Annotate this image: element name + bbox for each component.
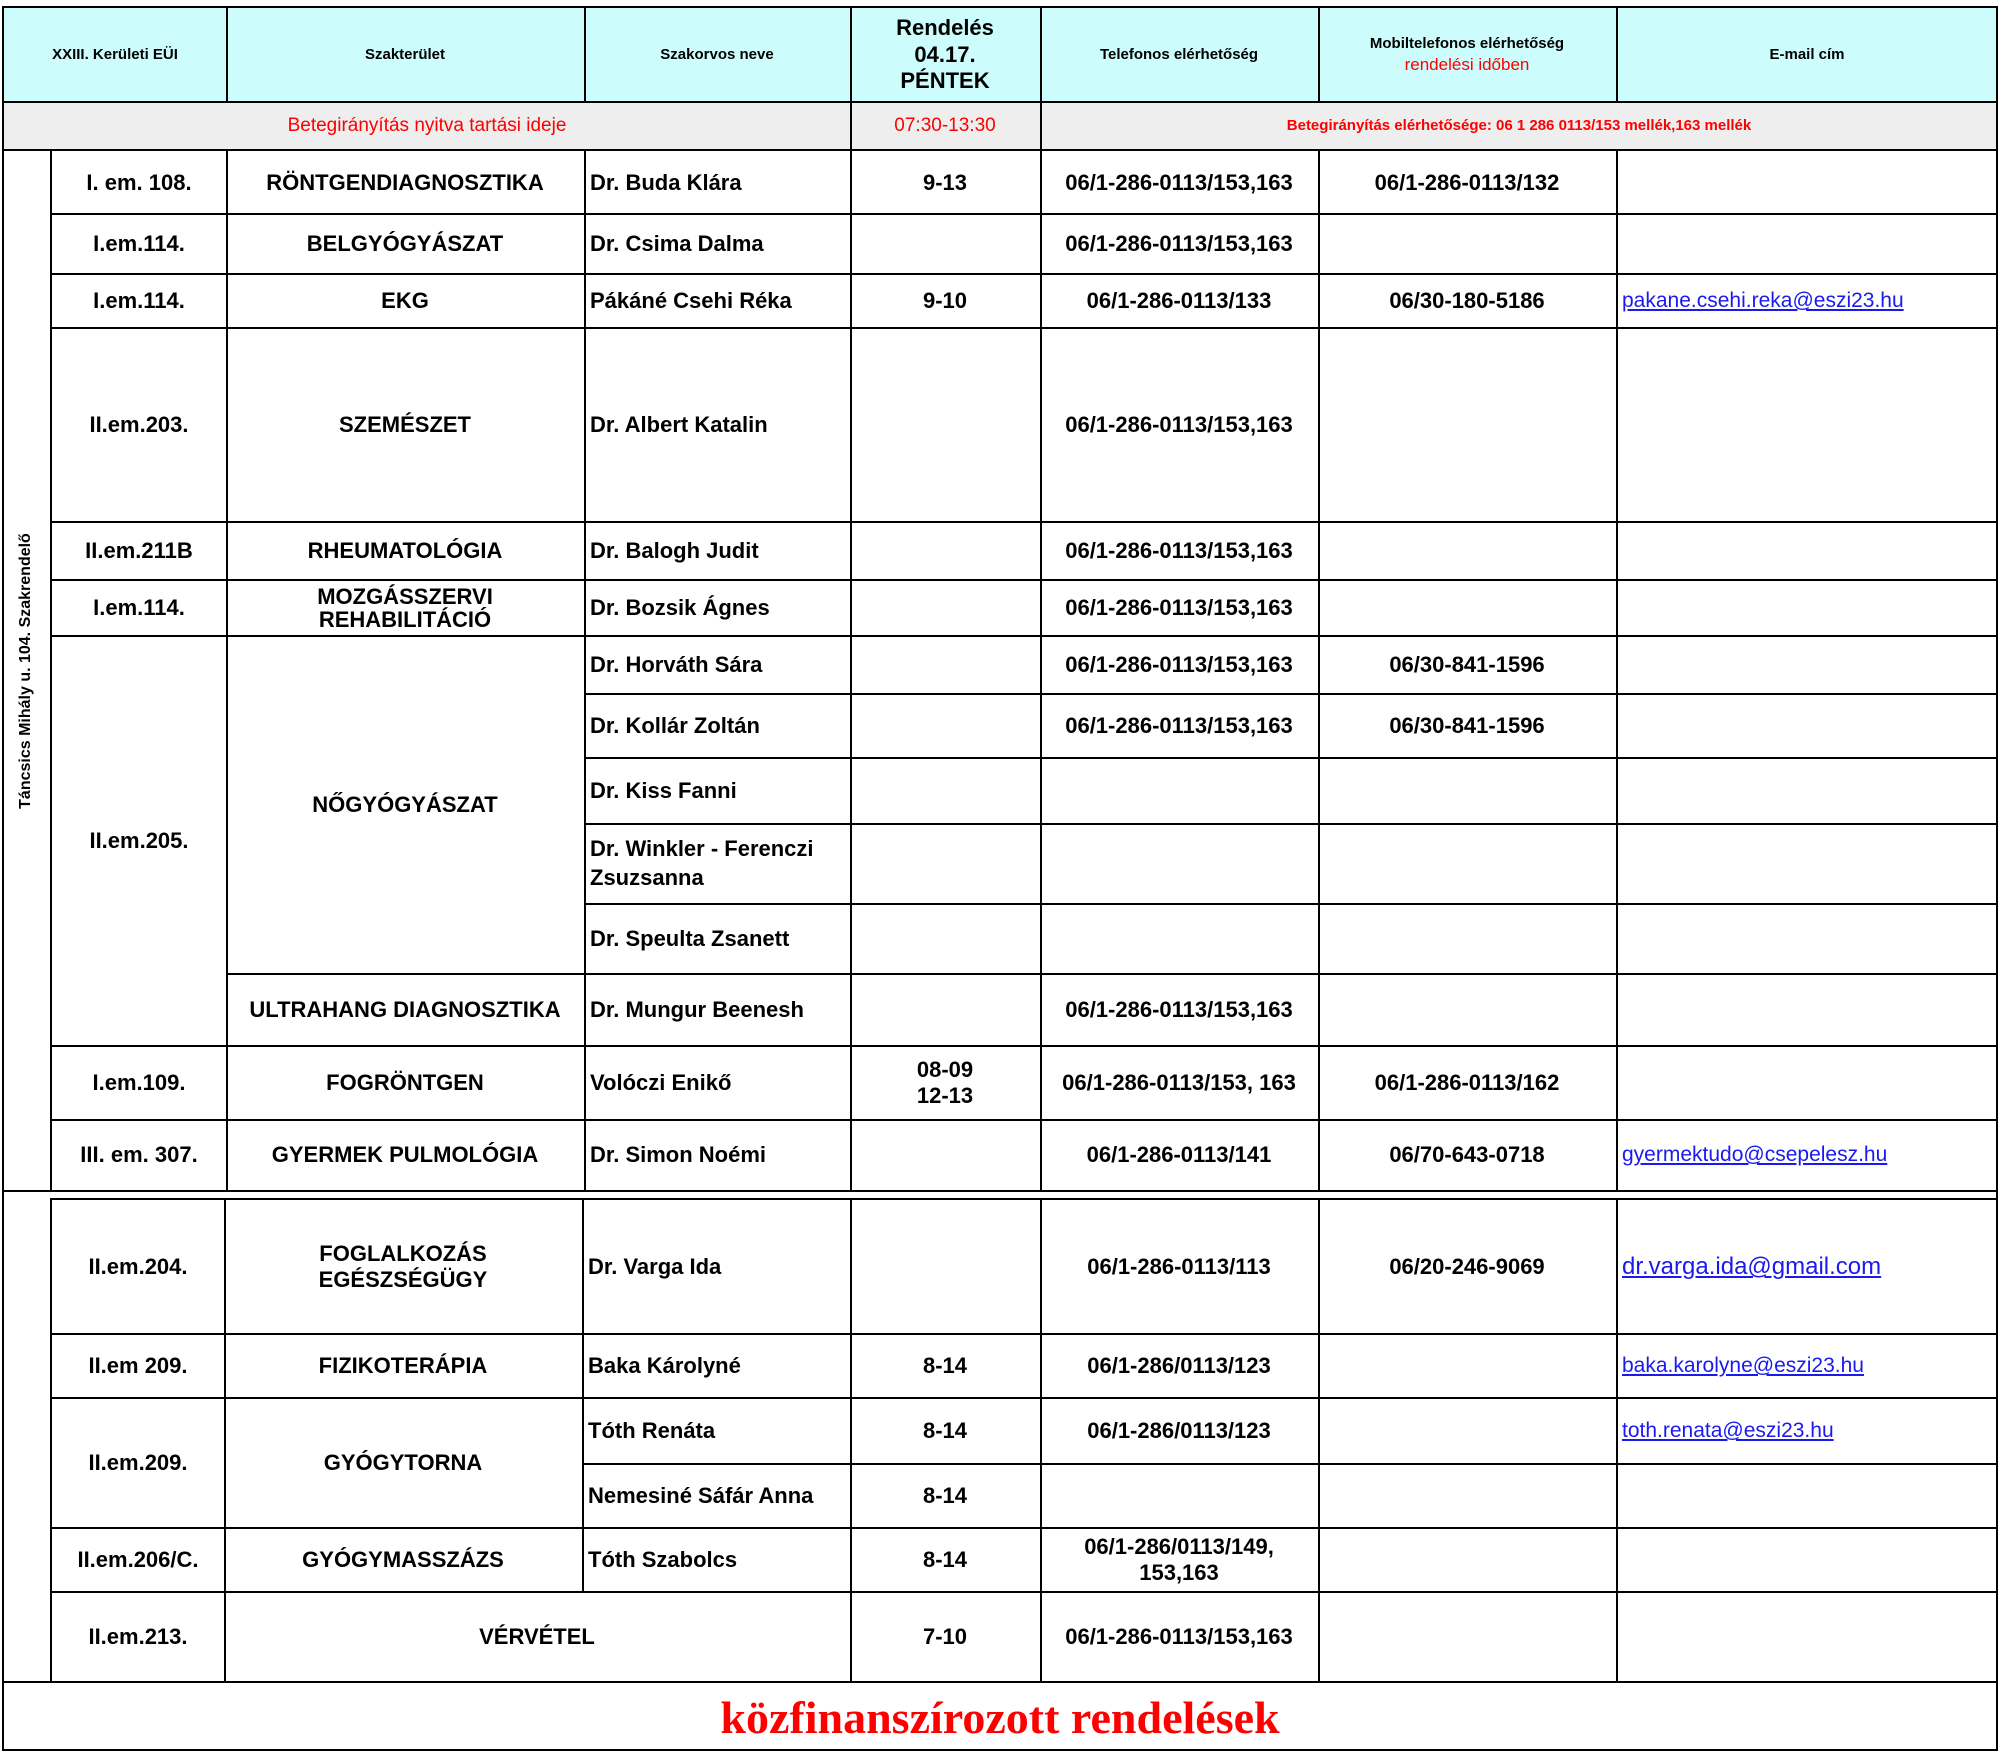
grid-line	[1318, 149, 1320, 1191]
r6-room: I.em.114.	[93, 594, 185, 620]
grid-line	[50, 1198, 52, 1683]
r12-doctor: Dr. Mungur Beenesh	[590, 996, 804, 1022]
r13-hours-line2: 12-13	[916, 1083, 974, 1108]
grid-line	[52, 521, 1998, 523]
grid-line	[52, 1198, 1998, 1200]
r5-doctor: Dr. Balogh Judit	[590, 537, 759, 563]
r17-email[interactable]	[1616, 1398, 1998, 1464]
referral-hours: 07:30-13:30	[894, 114, 996, 136]
r16-specialty: FIZIKOTERÁPIA	[318, 1352, 488, 1378]
r14-email[interactable]	[1616, 1120, 1998, 1190]
header-unit: XXIII. Kerületi EÜI	[52, 46, 178, 64]
header-hours	[850, 8, 1040, 102]
r2-specialty: BELGYÓGYÁSZAT	[306, 230, 504, 256]
r20-room: II.em.213.	[88, 1623, 188, 1649]
r20-phone: 06/1-286-0113/153,163	[1065, 1623, 1293, 1649]
grid-line	[584, 149, 586, 1191]
grid-line	[2, 1749, 1998, 1751]
referral-label: Betegirányítás nyitva tartási ideje	[287, 114, 567, 136]
r13-room: I.em.109.	[92, 1069, 186, 1095]
r20-specialty: VÉRVÉTEL	[479, 1623, 595, 1649]
grid-line	[224, 1198, 226, 1683]
r10-doctor-line1: Dr. Winkler - Ferenczi	[590, 836, 814, 862]
r18-doctor: Nemesiné Sáfár Anna	[588, 1482, 814, 1508]
r17-email-link[interactable]: toth.renata@eszi23.hu	[1622, 1419, 1834, 1443]
grid-line	[1040, 1198, 1042, 1683]
r13-specialty: FOGRÖNTGEN	[326, 1069, 484, 1095]
grid-line	[850, 6, 852, 150]
header-mobile-line1: Mobiltelefonos elérhetőség	[1369, 35, 1565, 53]
grid-line	[52, 1397, 1998, 1399]
r4-phone: 06/1-286-0113/153,163	[1065, 411, 1293, 437]
grid-line	[582, 1463, 1998, 1465]
r15-email[interactable]	[1616, 1200, 1998, 1334]
grid-line	[1996, 6, 1998, 1751]
r1-specialty: RÖNTGENDIAGNOSZTIKA	[266, 169, 544, 195]
r8-doctor: Dr. Kollár Zoltán	[590, 712, 760, 738]
r10-doctor	[584, 824, 850, 904]
referral-contact: Betegirányítás elérhetősége: 06 1 286 0113/153 mellék,163 mellék	[1286, 117, 1752, 135]
r14-email-link[interactable]: gyermektudo@csepelesz.hu	[1622, 1143, 1888, 1167]
r20-hours: 7-10	[922, 1623, 968, 1649]
grid-line	[226, 973, 1998, 975]
r16-doctor: Baka Károlyné	[588, 1352, 741, 1378]
grid-line	[850, 1198, 852, 1683]
r15-email-link[interactable]: dr.varga.ida@gmail.com	[1622, 1253, 1882, 1281]
r14-mobile: 06/70-643-0718	[1389, 1141, 1545, 1167]
r1-phone: 06/1-286-0113/153,163	[1065, 169, 1293, 195]
r2-phone: 06/1-286-0113/153,163	[1065, 230, 1293, 256]
r8-phone: 06/1-286-0113/153,163	[1065, 712, 1293, 738]
r3-email-link[interactable]: pakane.csehi.reka@eszi23.hu	[1622, 289, 1904, 313]
r19-phone-line1: 06/1-286/0113/149,	[1084, 1533, 1274, 1559]
r17-doctor: Tóth Renáta	[588, 1417, 716, 1443]
side-label	[4, 150, 48, 1192]
grid-line	[52, 1119, 1998, 1121]
header-specialty: Szakterület	[364, 46, 446, 64]
r4-room: II.em.203.	[89, 411, 189, 437]
r14-specialty: GYERMEK PULMOLÓGIA	[271, 1141, 539, 1167]
r18-hours: 8-14	[922, 1482, 968, 1508]
r15-doctor: Dr. Varga Ida	[588, 1253, 722, 1279]
r13-phone: 06/1-286-0113/153, 163	[1062, 1069, 1296, 1095]
grid-line	[52, 579, 1998, 581]
r6-specialty-line2: REHABILITÁCIÓ	[318, 607, 492, 632]
r1-mobile: 06/1-286-0113/132	[1374, 169, 1560, 195]
grid-line	[2, 1190, 1998, 1192]
grid-line	[2, 6, 1998, 8]
r17-hours: 8-14	[922, 1417, 968, 1443]
r3-room: I.em.114.	[93, 287, 185, 313]
grid-line	[1040, 6, 1042, 150]
grid-line	[52, 213, 1998, 215]
grid-line	[50, 149, 52, 1191]
r3-doctor: Pákáné Csehi Réka	[590, 287, 792, 313]
grid-line	[2, 1681, 1998, 1683]
r2-room: I.em.114.	[93, 230, 185, 256]
r3-phone: 06/1-286-0113/133	[1086, 287, 1272, 313]
grid-line	[52, 1333, 1998, 1335]
r7-phone: 06/1-286-0113/153,163	[1065, 651, 1293, 677]
r8-mobile: 06/30-841-1596	[1389, 712, 1545, 738]
grid-line	[584, 693, 1998, 695]
grid-line	[584, 823, 1998, 825]
r11-doctor: Dr. Speulta Zsanett	[590, 925, 790, 951]
r17-phone: 06/1-286/0113/123	[1087, 1417, 1271, 1443]
grid-line	[226, 6, 228, 102]
r6-specialty	[226, 580, 584, 636]
r6-doctor: Dr. Bozsik Ágnes	[590, 594, 770, 620]
grid-line	[1616, 149, 1618, 1191]
r7-room: II.em.205.	[89, 827, 189, 853]
grid-line	[584, 903, 1998, 905]
r3-specialty: EKG	[381, 287, 429, 313]
header-hours-line3: PÉNTEK	[900, 68, 990, 94]
r16-phone: 06/1-286/0113/123	[1087, 1352, 1271, 1378]
grid-line	[1616, 6, 1618, 102]
r17-room: II.em.209.	[88, 1449, 188, 1475]
r3-hours: 9-10	[922, 287, 968, 313]
r14-phone: 06/1-286-0113/141	[1086, 1141, 1272, 1167]
r19-room: II.em.206/C.	[77, 1546, 199, 1572]
grid-line	[1040, 149, 1042, 1191]
r9-doctor: Dr. Kiss Fanni	[590, 777, 737, 803]
r16-email-link[interactable]: baka.karolyne@eszi23.hu	[1622, 1354, 1864, 1378]
grid-line	[2, 149, 1998, 151]
grid-line	[52, 1045, 1998, 1047]
r1-room: I. em. 108.	[86, 169, 192, 195]
r15-room: II.em.204.	[88, 1253, 188, 1279]
r16-hours: 8-14	[922, 1352, 968, 1378]
header-doctor: Szakorvos neve	[660, 46, 774, 64]
header-mobile	[1318, 8, 1616, 102]
grid-line	[584, 6, 586, 102]
grid-line	[582, 1198, 584, 1593]
grid-line	[226, 149, 228, 1191]
r3-mobile: 06/30-180-5186	[1389, 287, 1545, 313]
r5-room: II.em.211B	[85, 537, 193, 563]
header-email: E-mail cím	[1769, 46, 1845, 64]
r6-phone: 06/1-286-0113/153,163	[1065, 594, 1293, 620]
r2-doctor: Dr. Csima Dalma	[590, 230, 764, 256]
grid-line	[1616, 1198, 1618, 1683]
header-mobile-line2: rendelési időben	[1404, 54, 1530, 74]
r19-phone-line2: 153,163	[1139, 1560, 1219, 1585]
r13-hours	[850, 1046, 1040, 1120]
r16-room: II.em 209.	[88, 1352, 188, 1378]
r13-hours-line1: 08-09	[916, 1056, 974, 1082]
grid-line	[2, 101, 1998, 103]
r13-mobile: 06/1-286-0113/162	[1374, 1069, 1560, 1095]
header-phone: Telefonos elérhetőség	[1099, 46, 1259, 64]
r13-doctor: Volóczi Enikő	[590, 1069, 732, 1095]
r17-specialty: GYÓGYTORNA	[323, 1449, 483, 1475]
r6-specialty-line1: MOZGÁSSZERVI	[317, 583, 493, 609]
r12-phone: 06/1-286-0113/153,163	[1065, 996, 1293, 1022]
r1-hours: 9-13	[922, 169, 968, 195]
r4-doctor: Dr. Albert Katalin	[590, 411, 768, 437]
r7-mobile: 06/30-841-1596	[1389, 651, 1545, 677]
r5-phone: 06/1-286-0113/153,163	[1065, 537, 1293, 563]
r3-email[interactable]	[1616, 274, 1998, 328]
grid-line	[2, 6, 4, 1751]
grid-line	[1318, 1198, 1320, 1683]
r12-specialty: ULTRAHANG DIAGNOSZTIKA	[249, 996, 561, 1022]
r19-specialty: GYÓGYMASSZÁZS	[302, 1546, 504, 1572]
r15-specialty	[224, 1200, 582, 1334]
r19-hours: 8-14	[922, 1546, 968, 1572]
r15-specialty-line2: EGÉSZSÉGÜGY	[318, 1267, 488, 1292]
grid-line	[52, 635, 1998, 637]
r19-phone	[1040, 1528, 1318, 1592]
r10-doctor-line2: Zsuzsanna	[590, 865, 704, 890]
footer-title: közfinanszírozott rendelések	[720, 1691, 1280, 1743]
r4-specialty: SZEMÉSZET	[338, 411, 471, 437]
grid-line	[1318, 6, 1320, 102]
r7-doctor: Dr. Horváth Sára	[590, 651, 763, 677]
r14-room: III. em. 307.	[80, 1141, 198, 1167]
grid-line	[850, 149, 852, 1191]
grid-line	[52, 327, 1998, 329]
r14-doctor: Dr. Simon Noémi	[590, 1141, 767, 1167]
r5-specialty: RHEUMATOLÓGIA	[307, 537, 503, 563]
grid-line	[52, 1591, 1998, 1593]
side-label-text: Táncsics Mihály u. 104. Szakrendelő	[17, 533, 34, 809]
r19-doctor: Tóth Szabolcs	[588, 1546, 738, 1572]
r15-phone: 06/1-286-0113/113	[1087, 1253, 1271, 1279]
r1-doctor: Dr. Buda Klára	[590, 169, 742, 195]
r15-mobile: 06/20-246-9069	[1389, 1253, 1545, 1279]
r16-email[interactable]	[1616, 1334, 1998, 1398]
grid-line	[52, 273, 1998, 275]
header-hours-line1: Rendelés	[896, 15, 994, 41]
r7-specialty: NŐGYÓGYÁSZAT	[312, 791, 498, 817]
grid-line	[52, 1527, 1998, 1529]
header-hours-line2: 04.17.	[914, 41, 976, 67]
r15-specialty-line1: FOGLALKOZÁS	[319, 1240, 487, 1266]
grid-line	[584, 757, 1998, 759]
